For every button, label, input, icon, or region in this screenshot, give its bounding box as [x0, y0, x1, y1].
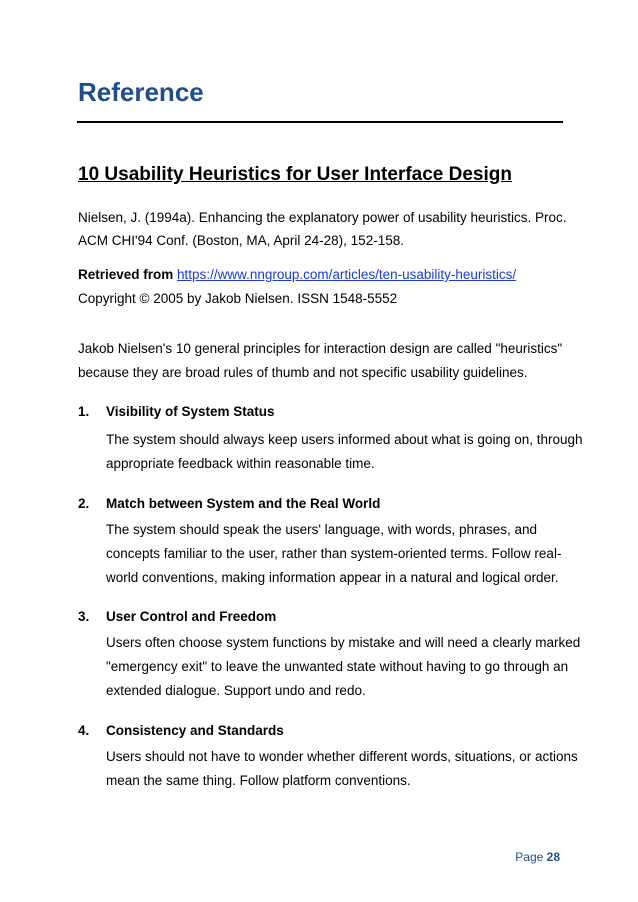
heuristic-text-line: mean the same thing. Follow platform conventions.	[106, 773, 411, 788]
page-number-footer	[515, 849, 560, 865]
heuristic-text-line: The system should speak the users' language, with words, phrases, and	[106, 522, 538, 537]
intro-line-1: Jakob Nielsen's 10 general principles for interaction design are called "heuristics"	[78, 341, 563, 356]
heuristic-title: Match between System and the Real World	[106, 496, 381, 511]
heuristic-text-line: Users often choose system functions by mistake and will need a clearly marked	[106, 635, 581, 650]
heuristic-text-line: "emergency exit" to leave the unwanted state without having to go through an	[106, 659, 569, 674]
heuristic-title: Consistency and Standards	[106, 723, 284, 738]
heuristic-text-line: world conventions, making information appear in a natural and logical order.	[106, 570, 559, 585]
retrieved-label: Retrieved from	[78, 267, 174, 282]
heuristic-title: Visibility of System Status	[106, 404, 275, 419]
citation-line-1: Nielsen, J. (1994a). Enhancing the explanatory power of usability heuristics. Proc.	[78, 210, 567, 225]
heuristic-number: 4.	[78, 723, 90, 738]
heading-divider	[77, 121, 563, 123]
heuristic-number: 1.	[78, 404, 90, 419]
heuristic-text-line: extended dialogue. Support undo and redo.	[106, 683, 366, 698]
document-title: 10 Usability Heuristics for User Interface Design	[78, 164, 512, 185]
heuristic-number: 2.	[78, 496, 90, 511]
section-heading: Reference	[78, 77, 204, 107]
heuristic-text-line: appropriate feedback within reasonable time.	[106, 456, 375, 471]
retrieved-line	[78, 263, 516, 287]
heuristic-text-line: Users should not have to wonder whether different words, situations, or actions	[106, 749, 578, 764]
heuristic-number: 3.	[78, 609, 90, 624]
citation-line-2: ACM CHI'94 Conf. (Boston, MA, April 24-28), 152-158.	[78, 233, 404, 248]
page-label: Page	[515, 850, 544, 864]
heuristic-text-line: concepts familiar to the user, rather than system-oriented terms. Follow real-	[106, 546, 562, 561]
intro-line-2: because they are broad rules of thumb and not specific usability guidelines.	[78, 365, 528, 380]
heuristic-text-line: The system should always keep users informed about what is going on, through	[106, 432, 583, 447]
copyright-line: Copyright © 2005 by Jakob Nielsen. ISSN 1548-5552	[78, 291, 398, 306]
page-number: 28	[546, 850, 560, 864]
source-link[interactable]: https://www.nngroup.com/articles/ten-usability-heuristics/	[177, 267, 517, 282]
heuristic-title: User Control and Freedom	[106, 609, 277, 624]
